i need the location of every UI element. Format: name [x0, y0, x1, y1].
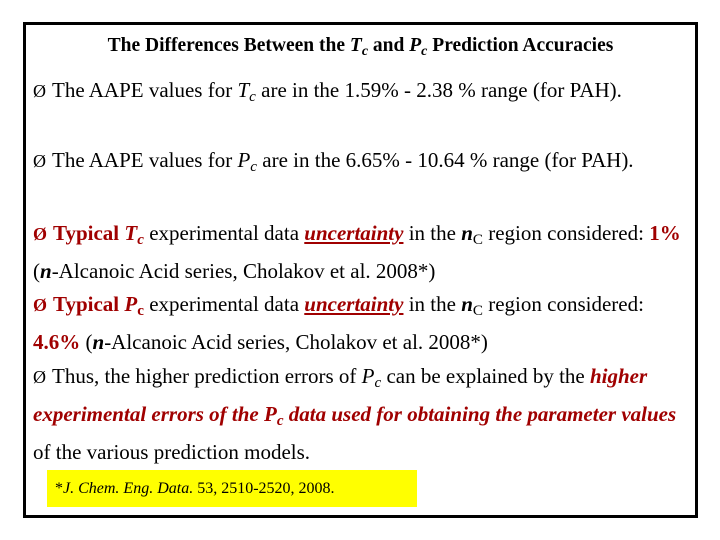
bullet-pc-uncertainty: Ø Typical $P_c$ experimental data uncertainty in the $n_C$ region considered: 4.6% (n-Alcanoic Acid series, Cholakov et al. 2008*) — [33, 292, 644, 355]
arrow-bullet-icon: Ø — [33, 295, 48, 315]
bullet-conclusion: Ø Thus, the higher prediction errors of $P_c$ can be explained by the higher experimental errors of the $P_c$ data used for obtaining the parameter values of the various prediction models. — [33, 364, 677, 465]
bullet-tc-uncertainty: Ø Typical $T_c$ experimental data uncertainty in the $n_C$ region considered: 1% (n-Alcanoic Acid series, Cholakov et al. 2008*) — [33, 221, 681, 284]
slide-frame — [23, 22, 698, 518]
slide-title: The Differences Between the $T_c$ and $P_c$ Prediction Accuracies — [107, 35, 614, 59]
arrow-bullet-icon: Ø — [33, 367, 46, 387]
bullet-tc-aape: Ø The AAPE values for $T_c$ are in the 1.59% - 2.38 % range (for PAH). — [33, 78, 622, 106]
citation-box: *J. Chem. Eng. Data. 53, 2510-2520, 2008. — [47, 470, 417, 507]
arrow-bullet-icon: Ø — [33, 81, 46, 101]
arrow-bullet-icon: Ø — [33, 151, 46, 171]
arrow-bullet-icon: Ø — [33, 224, 48, 244]
bullet-pc-aape: Ø The AAPE values for $P_c$ are in the 6.65% - 10.64 % range (for PAH). — [33, 148, 634, 176]
